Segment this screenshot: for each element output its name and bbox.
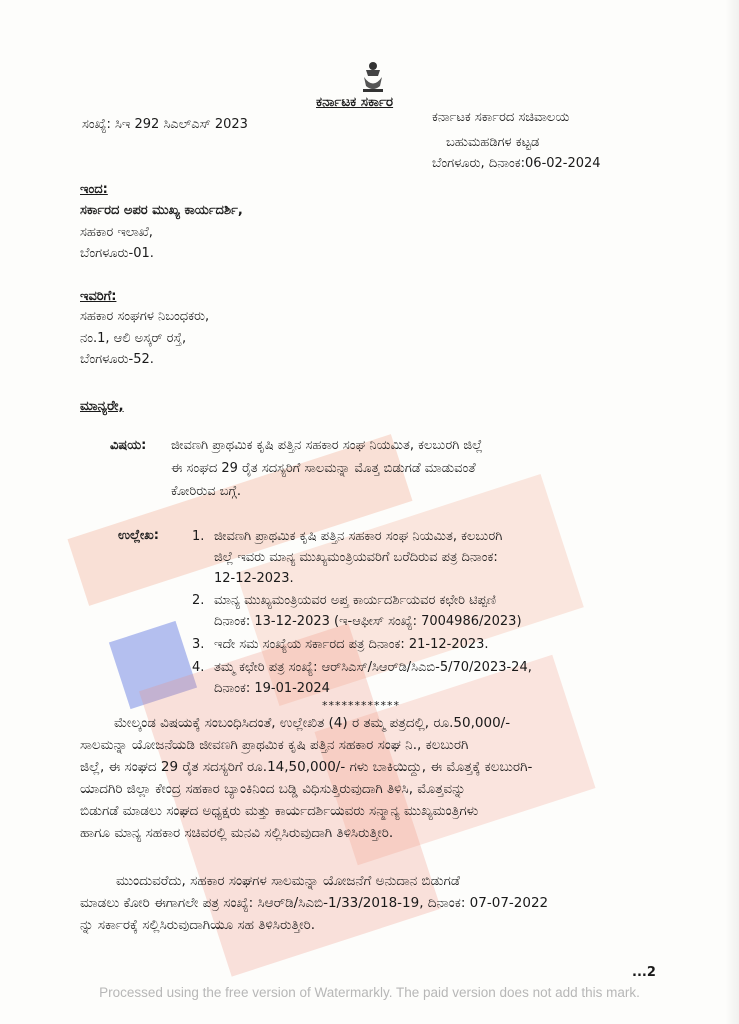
body-line: ಮಾಡಲು ಕೋರಿ ಈಗಾಗಲೇ ಪತ್ರ ಸಂಖ್ಯೆ: ಸಿಆರ್‌ಡಿ/ಸಿಎಬಿ-1/33/2018-19, ದಿನಾಂಕ: 07-07-2022: [80, 895, 549, 911]
recipient-city: ಬೆಂಗಳೂರು-52.: [80, 352, 154, 367]
reference-number-1: 1.: [192, 529, 205, 544]
karnataka-emblem-icon: [358, 60, 388, 94]
sender-department: ಸಹಕಾರ ಇಲಾಖೆ,: [80, 225, 153, 240]
recipient-address: ನಂ.1, ಆಲಿ ಅಸ್ಕರ್ ರಸ್ತೆ,: [80, 331, 187, 346]
page-edge-shadow: [725, 0, 739, 1024]
reference-number-3: 3.: [192, 637, 205, 652]
office-line: ಬಹುಮಹಡಿಗಳ ಕಟ್ಟಡ: [446, 135, 540, 150]
sender-city: ಬೆಂಗಳೂರು-01.: [80, 246, 154, 261]
reference-text: ಜಿಲ್ಲೆ ಇವರು ಮಾನ್ಯ ಮುಖ್ಯಮಂತ್ರಿಯವರಿಗೆ ಬರೆದಿರುವ ಪತ್ರ ದಿನಾಂಕ:: [214, 550, 498, 565]
from-label: ಇಂದ:: [80, 182, 108, 197]
salutation: ಮಾನ್ಯರೇ,: [80, 398, 124, 414]
body-line: ಹಾಗೂ ಮಾನ್ಯ ಸಹಕಾರ ಸಚಿವರಲ್ಲಿ ಮನವಿ ಸಲ್ಲಿಸಿರುವುದಾಗಿ ತಿಳಿಸಿರುತ್ತೀರಿ.: [80, 825, 394, 841]
letter-date: ಬೆಂಗಳೂರು, ದಿನಾಂಕ:06-02-2024: [432, 156, 601, 171]
body-line: ಸಾಲಮನ್ನಾ ಯೋಜನೆಯಡಿ ಜೀವಣಗಿ ಪ್ರಾಥಮಿಕ ಕೃಷಿ ಪತ್ತಿನ ಸಹಕಾರ ಸಂಘ ನಿ., ಕಲಬುರಗಿ: [80, 737, 469, 753]
separator: ************: [322, 699, 400, 712]
body-line: ನ್ನು ಸರ್ಕಾರಕ್ಕೆ ಸಲ್ಲಿಸಿರುವುದಾಗಿಯೂ ಸಹ ತಿಳಿಸಿರುತ್ತೀರಿ.: [80, 917, 315, 933]
reference-text: 12-12-2023.: [214, 571, 294, 586]
subject-line: ಈ ಸಂಘದ 29 ರೈತ ಸದಸ್ಯರಿಗೆ ಸಾಲಮನ್ನಾ ಮೊತ್ತ ಬಿಡುಗಡೆ ಮಾಡುವಂತೆ: [171, 461, 476, 476]
office-line: ಕರ್ನಾಟಕ ಸರ್ಕಾರದ ಸಚಿವಾಲಯ: [432, 110, 570, 125]
subject-line: ಕೋರಿರುವ ಬಗ್ಗೆ.: [171, 484, 241, 499]
reference-text: ದಿನಾಂಕ: 19-01-2024: [214, 681, 330, 696]
body-line: ಯಾದಗಿರಿ ಜಿಲ್ಲಾ ಕೇಂದ್ರ ಸಹಕಾರ ಬ್ಯಾಂಕಿನಿಂದ ಬಡ್ಡಿ ವಿಧಿಸುತ್ತಿರುವುದಾಗಿ ತಿಳಿಸಿ, ಮೊತ್ತವನ್ನು: [80, 781, 466, 797]
reference-text: ಮಾನ್ಯ ಮುಖ್ಯಮಂತ್ರಿಯವರ ಅಪ್ತ ಕಾರ್ಯದರ್ಶಿಯವರ ಕಛೇರಿ ಟಿಪ್ಪಣಿ: [214, 593, 497, 608]
reference-label: ಉಲ್ಲೇಖ:: [118, 528, 159, 543]
reference-text: ಇದೇ ಸಮ ಸಂಖ್ಯೆಯ ಸರ್ಕಾರದ ಪತ್ರ ದಿನಾಂಕ: 21-12-2023.: [214, 637, 489, 652]
reference-number: ಸಂಖ್ಯೆ: ಸಿಇ 292 ಸಿಎಲ್ಎಸ್ 2023: [82, 117, 248, 132]
government-heading: ಕರ್ನಾಟಕ ಸರ್ಕಾರ: [316, 94, 394, 110]
reference-text: ತಮ್ಮ ಕಛೇರಿ ಪತ್ರ ಸಂಖ್ಯೆ: ಆರ್‌ಸಿಎಸ್/ಸಿಆರ್‌ಡಿ/ಸಿಎಬಿ-5/70/2023-24,: [214, 660, 532, 675]
reference-text: ಜೀವಣಗಿ ಪ್ರಾಥಮಿಕ ಕೃಷಿ ಪತ್ತಿನ ಸಹಕಾರ ಸಂಘ ನಿಯಮಿತ, ಕಲಬುರಗಿ: [214, 529, 503, 544]
subject-line: ಜೀವಣಗಿ ಪ್ರಾಥಮಿಕ ಕೃಷಿ ಪತ್ತಿನ ಸಹಕಾರ ಸಂಘ ನಿಯಮಿತ, ಕಲಬುರಗಿ ಜಿಲ್ಲೆ: [171, 438, 483, 453]
to-label: ಇವರಿಗೆ:: [80, 289, 117, 304]
recipient-designation: ಸಹಕಾರ ಸಂಘಗಳ ನಿಬಂಧಕರು,: [80, 309, 210, 324]
page-continuation: ...2: [632, 965, 656, 980]
body-line: ಮೇಲ್ಕಂಡ ವಿಷಯಕ್ಕೆ ಸಂಬಂಧಿಸಿದಂತೆ, ಉಲ್ಲೇಖಿತ (4) ರ ತಮ್ಮ ಪತ್ರದಲ್ಲಿ, ರೂ.50,000/-: [114, 715, 511, 731]
reference-text: ದಿನಾಂಕ: 13-12-2023 (ಇ-ಆಫೀಸ್ ಸಂಖ್ಯೆ: 7004986/2023): [214, 614, 522, 629]
watermark-notice: Processed using the free version of Watermarkly. The paid version does not add this mark.: [99, 985, 640, 1000]
body-line: ಮುಂದುವರೆದು, ಸಹಕಾರ ಸಂಘಗಳ ಸಾಲಮನ್ನಾ ಯೋಜನೆಗೆ ಅನುದಾನ ಬಿಡುಗಡೆ: [116, 873, 460, 889]
reference-number-2: 2.: [192, 593, 205, 608]
sender-designation: ಸರ್ಕಾರದ ಅಪರ ಮುಖ್ಯ ಕಾರ್ಯದರ್ಶಿ,: [80, 203, 243, 218]
reference-number-4: 4.: [192, 660, 205, 675]
body-line: ಬಿಡುಗಡೆ ಮಾಡಲು ಸಂಘದ ಅಧ್ಯಕ್ಷರು ಮತ್ತು ಕಾರ್ಯದರ್ಶಿಯವರು ಸನ್ಮಾನ್ಯ ಮುಖ್ಯಮಂತ್ರಿಗಳು: [80, 803, 479, 819]
body-line: ಜಿಲ್ಲೆ, ಈ ಸಂಘದ 29 ರೈತ ಸದಸ್ಯರಿಗೆ ರೂ.14,50,000/- ಗಳು ಬಾಕಿಯಿದ್ದು, ಈ ಮೊತ್ತಕ್ಕೆ ಕಲಬುರಗಿ-: [80, 759, 533, 775]
subject-label: ವಿಷಯ:: [110, 438, 147, 453]
